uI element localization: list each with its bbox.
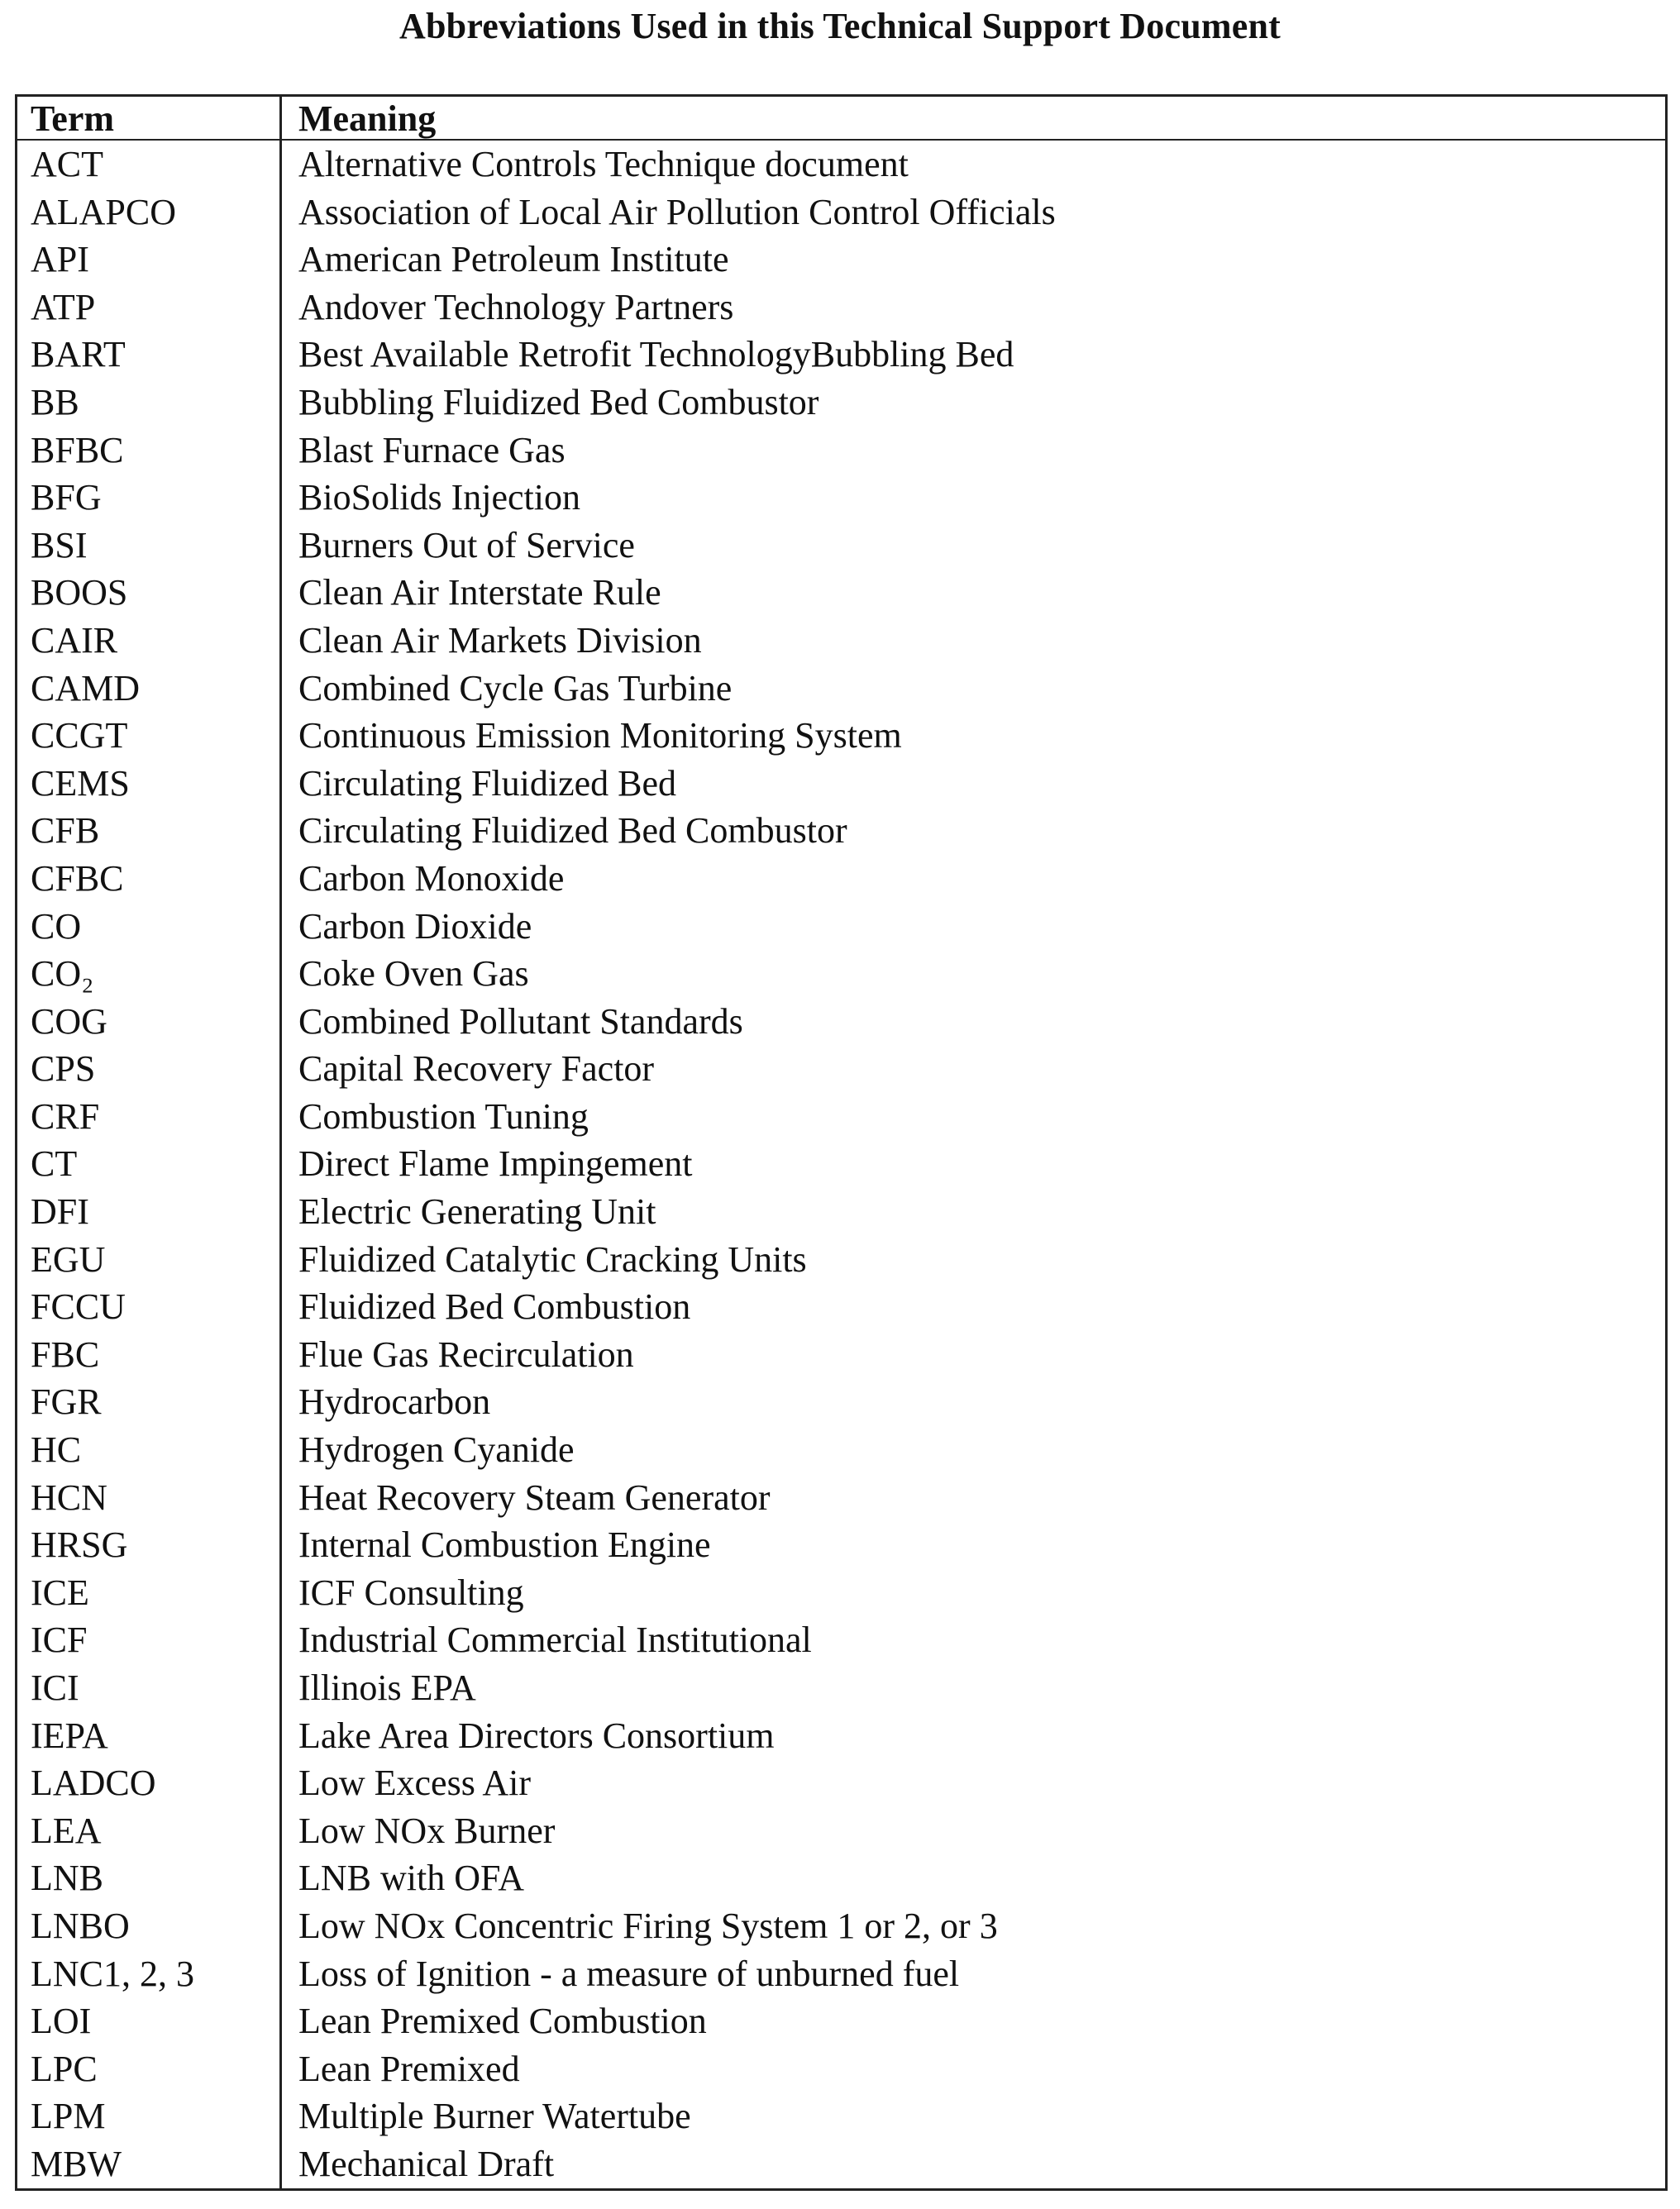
meaning-cell: Lean Premixed Combustion [298, 2001, 707, 2042]
meaning-cell: Multiple Burner Watertube [298, 2096, 691, 2137]
table-row [17, 1331, 1665, 1379]
meaning-cell: LNB with OFA [298, 1858, 524, 1899]
table-row [17, 950, 1665, 998]
meaning-cell: Alternative Controls Technique document [298, 144, 909, 184]
meaning-cell: Hydrocarbon [298, 1381, 491, 1423]
term-cell: ACT [17, 141, 282, 188]
meaning-cell: Combined Cycle Gas Turbine [298, 667, 733, 709]
term-cell: DFI [17, 1188, 282, 1236]
term-cell: CAMD [17, 665, 282, 713]
term-cell: CCGT [17, 712, 282, 760]
table-row [17, 617, 1665, 665]
term-cell: CAIR [17, 617, 282, 665]
table-row [17, 1426, 1665, 1474]
table-row [17, 1045, 1665, 1093]
table-row [17, 331, 1665, 379]
table-row [17, 1759, 1665, 1807]
term-cell: FGR [17, 1378, 282, 1426]
meaning-cell: Mechanical Draft [298, 2143, 555, 2184]
table-row [17, 427, 1665, 475]
table-row [17, 1712, 1665, 1760]
term-cell: COG [17, 998, 282, 1046]
meaning-cell: Clean Air Interstate Rule [298, 572, 661, 613]
meaning-column-header: Meaning [298, 98, 437, 139]
term-cell: LNC1, 2, 3 [17, 1950, 282, 1998]
term-cell: ICI [17, 1664, 282, 1712]
term-cell: LPC [17, 2045, 282, 2093]
term-cell: BFBC [17, 427, 282, 475]
table-row [17, 1521, 1665, 1569]
term-cell: FBC [17, 1331, 282, 1379]
table-row [17, 760, 1665, 808]
table-row [17, 712, 1665, 760]
table-row [17, 855, 1665, 903]
meaning-cell: Internal Combustion Engine [298, 1524, 711, 1566]
table-row [17, 236, 1665, 284]
term-cell: LEA [17, 1807, 282, 1855]
term-cell: BART [17, 331, 282, 379]
table-row [17, 141, 1665, 188]
meaning-cell: Circulating Fluidized Bed [298, 762, 677, 804]
meaning-cell: Heat Recovery Steam Generator [298, 1477, 771, 1518]
table-row [17, 807, 1665, 855]
term-cell: IEPA [17, 1712, 282, 1760]
table-body [17, 141, 1665, 2188]
meaning-cell: Lean Premixed [298, 2048, 520, 2089]
abbreviations-table [15, 94, 1668, 2191]
term-cell: CO₂ [17, 950, 282, 998]
table-row [17, 284, 1665, 332]
meaning-cell: Clean Air Markets Division [298, 619, 702, 661]
table-row [17, 903, 1665, 951]
meaning-cell: Loss of Ignition - a measure of unburned fuel [298, 1953, 960, 1994]
term-cell: MBW [17, 2140, 282, 2188]
table-row [17, 1093, 1665, 1141]
meaning-cell: BioSolids Injection [298, 477, 580, 518]
meaning-cell: Blast Furnace Gas [298, 429, 566, 470]
table-row [17, 569, 1665, 617]
meaning-cell: Carbon Monoxide [298, 857, 565, 899]
meaning-cell: Burners Out of Service [298, 524, 635, 565]
table-row [17, 1854, 1665, 1902]
table-row [17, 1902, 1665, 1950]
meaning-cell: Coke Oven Gas [298, 953, 529, 995]
term-cell: CO [17, 903, 282, 951]
term-cell: CEMS [17, 760, 282, 808]
table-row [17, 2045, 1665, 2093]
table-row [17, 1997, 1665, 2045]
meaning-cell: Continuous Emission Monitoring System [298, 715, 902, 756]
meaning-cell: Low Excess Air [298, 1763, 532, 1804]
term-cell: CPS [17, 1045, 282, 1093]
table-row [17, 1807, 1665, 1855]
meaning-cell: Low NOx Burner [298, 1810, 556, 1851]
term-cell: EGU [17, 1236, 282, 1284]
document-title: Abbreviations Used in this Technical Support Document [399, 6, 1281, 46]
table-row [17, 1474, 1665, 1522]
term-cell: LADCO [17, 1759, 282, 1807]
meaning-cell: Fluidized Catalytic Cracking Units [298, 1238, 807, 1280]
meaning-cell: American Petroleum Institute [298, 239, 729, 280]
term-cell: ICF [17, 1616, 282, 1664]
meaning-cell: Direct Flame Impingement [298, 1143, 693, 1185]
table-row [17, 1664, 1665, 1712]
meaning-cell: Combustion Tuning [298, 1095, 589, 1137]
meaning-cell: Capital Recovery Factor [298, 1048, 655, 1090]
term-cell: ATP [17, 284, 282, 332]
term-cell: HRSG [17, 1521, 282, 1569]
meaning-cell: Best Available Retrofit TechnologyBubbling Bed [298, 334, 1014, 375]
term-cell: BSI [17, 522, 282, 570]
table-row [17, 1236, 1665, 1284]
table-row [17, 2092, 1665, 2140]
term-cell: FCCU [17, 1283, 282, 1331]
meaning-cell: Industrial Commercial Institutional [298, 1620, 812, 1661]
meaning-cell: Flue Gas Recirculation [298, 1334, 634, 1375]
meaning-cell: Association of Local Air Pollution Control Officials [298, 191, 1056, 232]
meaning-cell: Bubbling Fluidized Bed Combustor [298, 381, 819, 422]
table-row [17, 2140, 1665, 2188]
table-header-row [17, 97, 1665, 141]
term-cell: LPM [17, 2092, 282, 2140]
meaning-cell: Low NOx Concentric Firing System 1 or 2, or 3 [298, 1905, 998, 1946]
term-cell: LOI [17, 1997, 282, 2045]
term-cell: BOOS [17, 569, 282, 617]
term-cell: CFBC [17, 855, 282, 903]
table-row [17, 1188, 1665, 1236]
meaning-cell: Electric Generating Unit [298, 1191, 656, 1233]
table-row [17, 1378, 1665, 1426]
meaning-cell: Fluidized Bed Combustion [298, 1286, 691, 1328]
term-cell: CT [17, 1140, 282, 1188]
table-row [17, 1616, 1665, 1664]
table-row [17, 379, 1665, 427]
meaning-cell: Lake Area Directors Consortium [298, 1715, 775, 1756]
meaning-cell: ICF Consulting [298, 1572, 524, 1613]
term-cell: ICE [17, 1569, 282, 1617]
meaning-cell: Hydrogen Cyanide [298, 1429, 575, 1471]
table-row [17, 522, 1665, 570]
term-cell: HC [17, 1426, 282, 1474]
meaning-cell: Carbon Dioxide [298, 905, 532, 947]
meaning-cell: Illinois EPA [298, 1667, 476, 1708]
table-row [17, 665, 1665, 713]
term-cell: ALAPCO [17, 188, 282, 236]
table-row [17, 1569, 1665, 1617]
term-cell: BFG [17, 474, 282, 522]
meaning-cell: Combined Pollutant Standards [298, 1000, 743, 1042]
term-cell: LNBO [17, 1902, 282, 1950]
table-row [17, 1950, 1665, 1998]
term-cell: CRF [17, 1093, 282, 1141]
table-row [17, 188, 1665, 236]
table-row [17, 1140, 1665, 1188]
term-cell: BB [17, 379, 282, 427]
term-cell: HCN [17, 1474, 282, 1522]
table-row [17, 998, 1665, 1046]
meaning-cell: Andover Technology Partners [298, 286, 734, 327]
table-row [17, 474, 1665, 522]
term-cell: CFB [17, 807, 282, 855]
term-column-header: Term [17, 97, 282, 139]
table-row [17, 1283, 1665, 1331]
meaning-cell: Circulating Fluidized Bed Combustor [298, 810, 847, 852]
term-cell: API [17, 236, 282, 284]
term-cell: LNB [17, 1854, 282, 1902]
